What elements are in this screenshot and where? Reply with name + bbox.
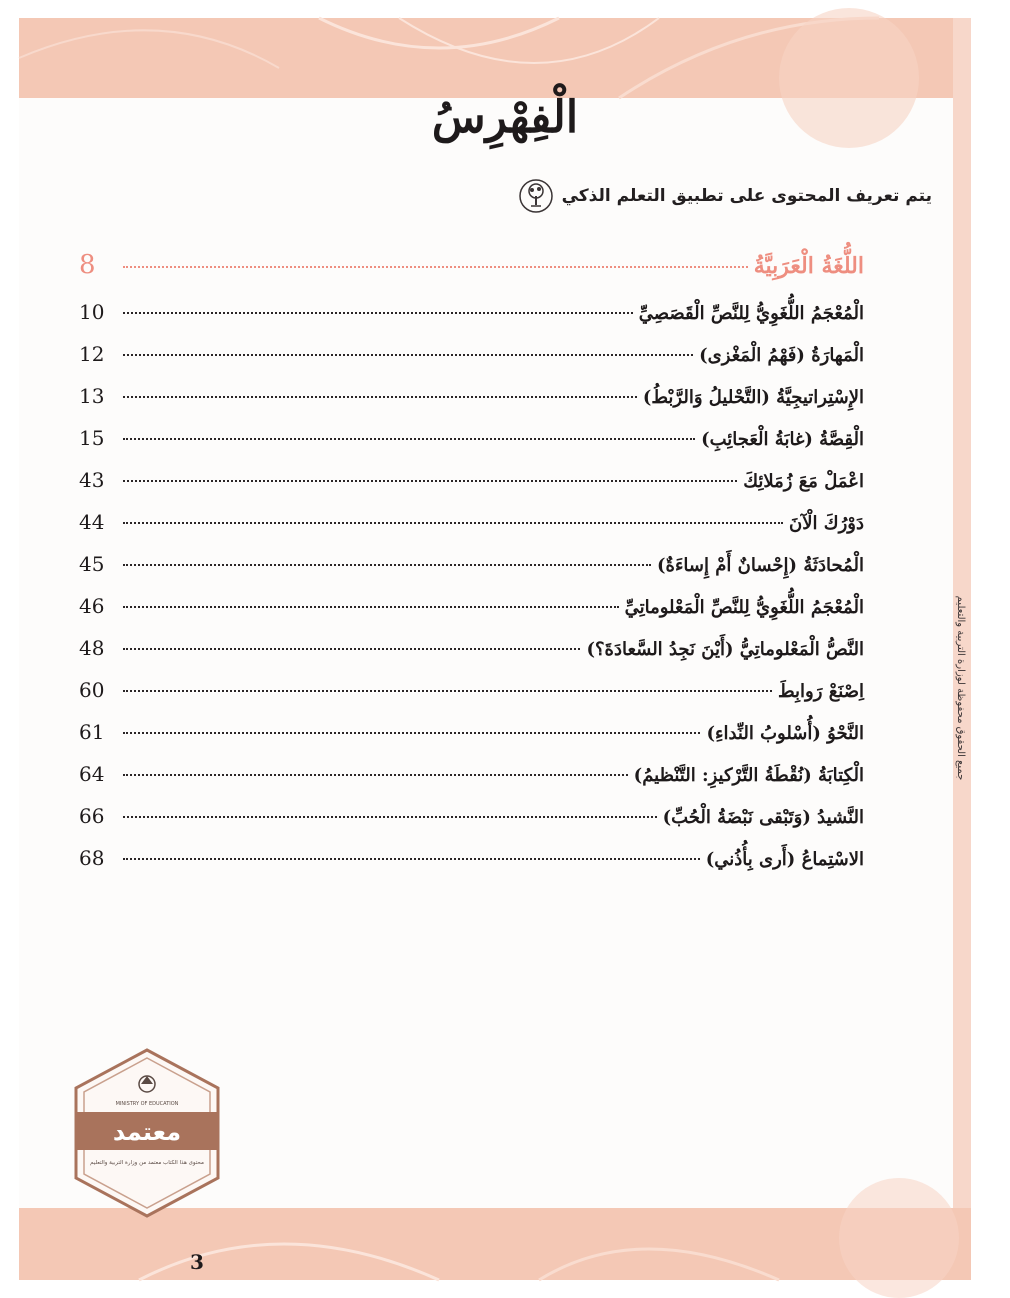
toc-label: الْقِصَّةُ (غابَةُ الْعَجائِبِ) (701, 429, 864, 450)
toc-section-header[interactable] (79, 250, 864, 300)
dot-leader (123, 690, 772, 692)
toc-page-number: 64 (79, 762, 105, 786)
dot-leader (123, 522, 783, 524)
dot-leader (123, 354, 693, 356)
toc-row[interactable] (79, 468, 864, 510)
toc-row[interactable] (79, 636, 864, 678)
toc-page-number: 61 (79, 720, 105, 744)
approved-badge (72, 1048, 222, 1218)
dot-leader (123, 480, 737, 482)
dot-leader (123, 774, 628, 776)
toc-page-number: 68 (79, 846, 105, 870)
toc-row[interactable] (79, 342, 864, 384)
dot-leader (123, 312, 633, 314)
dot-leader (123, 266, 748, 268)
bottom-decorative-band (19, 1208, 971, 1280)
toc-label: الإِسْتِراتيجِيَّةُ (التَّحْليلُ وَالرَّبْطُ) (642, 387, 864, 408)
toc-row[interactable] (79, 762, 864, 804)
dot-leader (123, 648, 580, 650)
toc-row[interactable] (79, 426, 864, 468)
toc-row[interactable] (79, 846, 864, 888)
toc-label: دَوْرُكَ الْآنَ (789, 513, 864, 534)
toc-label: النَّشيدُ (وَتَبْقى نَبْضَةُ الْحُبِّ) (662, 807, 864, 828)
dot-leader (123, 564, 651, 566)
toc-page-number: 46 (79, 594, 105, 618)
side-note-text: جميع الحقوق محفوظة لوزارة التربية والتعليم (955, 595, 966, 781)
toc-row[interactable] (79, 804, 864, 846)
toc-label: الْمُعْجَمُ اللُّغَوِيُّ لِلنَّصِّ الْمَعْلوماتِيِّ (624, 597, 864, 618)
toc-page-number: 66 (79, 804, 105, 828)
toc-page-number: 60 (79, 678, 105, 702)
toc-row[interactable] (79, 300, 864, 342)
smart-learning-notice (518, 178, 932, 214)
toc-label: الاسْتِماعُ (أَرى بِأُذُني) (705, 849, 864, 870)
toc-label: الْكِتابَةُ (نُقْطَةُ التَّرْكيزِ: التَّنْظيمُ) (633, 765, 864, 786)
badge-caption: محتوى هذا الكتاب معتمد من وزارة التربية والتعليم (90, 1160, 204, 1166)
dot-leader (123, 858, 700, 860)
dot-leader (123, 396, 637, 398)
page-title: الْفِهْرِسُ (431, 92, 579, 143)
toc-row[interactable] (79, 552, 864, 594)
toc-section-page: 8 (79, 250, 96, 280)
toc-row[interactable] (79, 678, 864, 720)
toc-page-number: 13 (79, 384, 105, 408)
page-number: 3 (190, 1250, 204, 1274)
toc-page-number: 10 (79, 300, 105, 324)
toc-page-number: 45 (79, 552, 105, 576)
top-decorative-band (19, 18, 971, 98)
dot-leader (123, 732, 700, 734)
toc-label: النَّصُّ الْمَعْلوماتِيُّ (أَيْنَ نَجِدُ السَّعادَةَ؟) (586, 639, 864, 660)
toc-page-number: 15 (79, 426, 105, 450)
toc-row[interactable] (79, 510, 864, 552)
toc-page-number: 43 (79, 468, 105, 492)
badge-stamp: معتمد (112, 1118, 182, 1146)
toc-label: الْمَهارَةُ (فَهْمُ الْمَغْزى) (699, 345, 864, 366)
toc-label: النَّحْوُ (أُسْلوبُ النِّداءِ) (706, 723, 864, 744)
dot-leader (123, 816, 657, 818)
toc-label: اعْمَلْ مَعَ زُمَلائِكَ (743, 471, 864, 492)
toc-page-number: 44 (79, 510, 105, 534)
toc-row[interactable] (79, 384, 864, 426)
toc-page-number: 48 (79, 636, 105, 660)
toc-page-number: 12 (79, 342, 105, 366)
copyright-side-note (944, 328, 964, 1048)
tree-icon (518, 178, 554, 214)
dot-leader (123, 606, 619, 608)
notice-text: يتم تعريف المحتوى على تطبيق التعلم الذكي (561, 186, 932, 206)
toc-section-label: اللُّغَةُ الْعَرَبِيَّةُ (753, 253, 864, 279)
toc-label: اِصْنَعْ رَوابِطَ (777, 681, 864, 702)
toc-row[interactable] (79, 594, 864, 636)
toc-row[interactable] (79, 720, 864, 762)
badge-ministry: MINISTRY OF EDUCATION (115, 1101, 179, 1107)
toc-label: الْمُعْجَمُ اللُّغَوِيُّ لِلنَّصِّ الْقَصَصِيِّ (638, 303, 864, 324)
table-of-contents (79, 250, 864, 888)
toc-label: الْمُحادَثَةُ (إِحْسانٌ أَمْ إِساءَةٌ) (657, 555, 864, 576)
dot-leader (123, 438, 695, 440)
